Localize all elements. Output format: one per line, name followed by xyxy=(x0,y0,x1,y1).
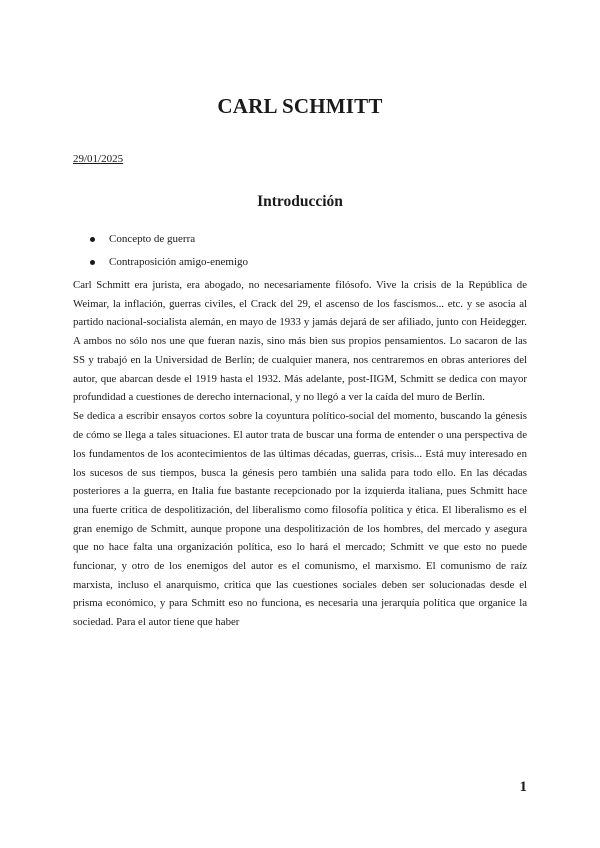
list-item-text: Contraposición amigo-enemigo xyxy=(109,256,248,268)
list-item xyxy=(90,228,248,251)
list-item xyxy=(90,251,248,274)
document-date: 29/01/2025 xyxy=(73,153,124,165)
bullet-list xyxy=(90,228,248,274)
page-number: 1 xyxy=(519,779,527,795)
list-item-text: Concepto de guerra xyxy=(109,233,196,245)
paragraph: Se dedica a escribir ensayos cortos sobre la coyuntura político-social del momento, buscando la génesis de cómo se llega a tales situaciones. El autor trata de buscar una forma de entender o una perspectiva de los fundamentos de los acontecimientos de las últimas décadas, guerras, crisis... Está muy interesado en los sucesos de sus tiempos, busca la génesis pero también una salida para todo ello. En las décadas posteriores a la guerra, en Italia fue bastante recepcionado por la izquierda italiana, pues Schmitt hace una fuerte crítica de despolitización, del liberalismo como filosofía política y ética. El liberalismo es el gran enemigo de Schmitt, aunque propone una despolitización de los hombres, del mercado y asegura que no hace falta una organización política, eso lo hará el mercado; Schmitt ve que esto no puede funcionar, y otro de los enemigos del autor es el comunismo, el marxismo. El comunismo de raíz marxista, incluso el anarquismo, critica que las cuestiones sociales deben ser solucionadas desde el prisma económico, y para Schmitt eso no funciona, es necesaria una jerarquía política que organice la sociedad. Para el autor tiene que haber xyxy=(73,410,527,629)
bullet-icon xyxy=(90,237,95,242)
section-heading: Introducción xyxy=(257,193,343,210)
body-text xyxy=(73,276,527,632)
paragraph: Carl Schmitt era jurista, era abogado, no necesariamente filósofo. Vive la crisis de la República de Weimar, la inflación, guerras civiles, el Crack del 29, el ascenso de los fascismos... etc. y se asocia al partido nacional-socialista alemán, en mayo de 1933 y jamás dejará de ser afiliado, junto con Heidegger. A ambos no sólo nos une que fueran nazis, sino más bien sus propios pensamientos. Lo sacaron de las SS y trabajó en la Universidad de Berlín; de cualquier manera, nos centraremos en obras anteriores del autor, que abarcan desde el 1919 hasta el 1932. Más adelante, post-IIGM, Schmitt se dedica con mayor profundidad a cuestiones de derecho internacional, y no llegó a ver la caída del muro de Berlín. xyxy=(73,279,527,404)
bullet-icon xyxy=(90,260,95,265)
document-title: CARL SCHMITT xyxy=(217,94,383,118)
